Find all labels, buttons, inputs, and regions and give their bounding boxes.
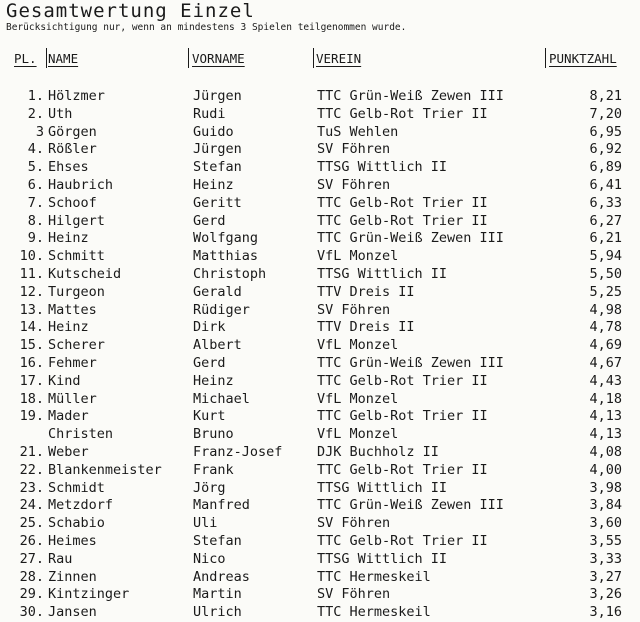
club-cell: SV Föhren [317, 141, 391, 158]
name-cell: Ehses [48, 159, 89, 176]
points-cell: 4,18 [589, 390, 622, 407]
name-cell: Hölzmer [48, 88, 105, 104]
table-row [0, 88, 640, 106]
first-name-cell: Martin [193, 586, 242, 603]
rank-cell: 23. [19, 479, 44, 496]
header-pl: PL. [14, 51, 37, 66]
first-name-cell: Gerald [193, 283, 242, 300]
name-cell: Scherer [48, 337, 105, 354]
rank-cell: 22. [19, 461, 44, 478]
table-row [0, 159, 640, 177]
points-cell: 4,13 [589, 426, 622, 443]
rank-cell: 4. [27, 141, 44, 158]
points-cell: 3,55 [589, 532, 622, 549]
points-cell: 3,33 [589, 550, 622, 567]
points-cell: 4,67 [589, 354, 622, 371]
club-cell: SV Föhren [317, 586, 391, 603]
header-separator [46, 48, 47, 68]
rank-cell: 27. [19, 550, 44, 567]
first-name-cell: Bruno [193, 426, 234, 443]
club-cell: TTC Gelb-Rot Trier II [317, 212, 488, 229]
points-cell: 6,92 [589, 141, 622, 158]
points-cell: 4,08 [589, 443, 622, 460]
club-cell: TTC Hermeskeil [317, 568, 431, 585]
table-row [0, 248, 640, 266]
rank-cell: 17. [19, 372, 44, 389]
rank-cell: 16. [19, 354, 44, 371]
table-row [0, 586, 640, 604]
name-cell: Turgeon [48, 283, 105, 300]
club-cell: TTC Hermeskeil [317, 604, 431, 621]
club-cell: TTC Grün-Weiß Zewen III [317, 230, 504, 247]
name-cell: Schmidt [48, 479, 105, 496]
first-name-cell: Guido [193, 123, 234, 140]
first-name-cell: Stefan [193, 159, 242, 176]
points-cell: 4,78 [589, 319, 622, 336]
points-cell: 6,89 [589, 159, 622, 176]
club-cell: TTC Grün-Weiß Zewen III [317, 88, 504, 104]
rank-cell: 28. [19, 568, 44, 585]
points-cell: 4,43 [589, 372, 622, 389]
first-name-cell: Jürgen [193, 88, 242, 104]
first-name-cell: Rüdiger [193, 301, 250, 318]
rank-cell: 3 [35, 123, 44, 140]
name-cell: Jansen [48, 604, 97, 621]
club-cell: SV Föhren [317, 176, 391, 193]
club-cell: SV Föhren [317, 301, 391, 318]
first-name-cell: Christoph [193, 265, 267, 282]
table-row [0, 124, 640, 142]
name-cell: Heinz [48, 230, 89, 247]
name-cell: Müller [48, 390, 97, 407]
club-cell: TTC Grün-Weiß Zewen III [317, 354, 504, 371]
first-name-cell: Michael [193, 390, 250, 407]
name-cell: Hilgert [48, 212, 105, 229]
club-cell: TTC Grün-Weiß Zewen III [317, 497, 504, 514]
name-cell: Mader [48, 408, 89, 425]
points-cell: 3,84 [589, 497, 622, 514]
table-row [0, 515, 640, 533]
name-cell: Kutscheid [48, 265, 122, 282]
club-cell: DJK Buchholz II [317, 443, 439, 460]
club-cell: TTC Gelb-Rot Trier II [317, 372, 488, 389]
header-separator [188, 48, 189, 68]
points-cell: 6,33 [589, 194, 622, 211]
rank-cell: 5. [27, 159, 44, 176]
ranking-table [0, 88, 640, 622]
header-separator [313, 48, 314, 68]
page-subtitle: Berücksichtigung nur, wenn an mindestens 3 Spielen teilgenommen wurde. [6, 22, 407, 33]
rank-cell: 6. [27, 176, 44, 193]
rank-cell: 9. [27, 230, 44, 247]
points-cell: 8,21 [589, 88, 622, 104]
table-row [0, 177, 640, 195]
first-name-cell: Andreas [193, 568, 250, 585]
name-cell: Blankenmeister [48, 461, 162, 478]
table-row [0, 462, 640, 480]
club-cell: VfL Monzel [317, 390, 399, 407]
table-row [0, 106, 640, 124]
name-cell: Uth [48, 105, 73, 122]
club-cell: SV Föhren [317, 515, 391, 532]
table-row [0, 426, 640, 444]
first-name-cell: Gerd [193, 354, 226, 371]
name-cell: Schabio [48, 515, 105, 532]
points-cell: 6,95 [589, 123, 622, 140]
name-cell: Kintzinger [48, 586, 130, 603]
first-name-cell: Matthias [193, 248, 259, 265]
rank-cell: 15. [19, 337, 44, 354]
points-cell: 5,50 [589, 265, 622, 282]
points-cell: 6,27 [589, 212, 622, 229]
points-cell: 6,41 [589, 176, 622, 193]
table-row [0, 355, 640, 373]
name-cell: Görgen [48, 123, 97, 140]
club-cell: TTC Gelb-Rot Trier II [317, 105, 488, 122]
rank-cell: 11. [19, 265, 44, 282]
rank-cell: 14. [19, 319, 44, 336]
points-cell: 3,26 [589, 586, 622, 603]
table-row [0, 569, 640, 587]
table-row [0, 480, 640, 498]
table-row [0, 319, 640, 337]
header-punktzahl: PUNKTZAHL [549, 51, 617, 66]
points-cell: 3,27 [589, 568, 622, 585]
rank-cell: 24. [19, 497, 44, 514]
first-name-cell: Franz-Josef [193, 443, 283, 460]
club-cell: VfL Monzel [317, 248, 399, 265]
first-name-cell: Albert [193, 337, 242, 354]
first-name-cell: Heinz [193, 176, 234, 193]
club-cell: TTSG Wittlich II [317, 159, 448, 176]
club-cell: TTSG Wittlich II [317, 550, 448, 567]
first-name-cell: Jürgen [193, 141, 242, 158]
header-verein: VEREIN [316, 51, 362, 66]
rank-cell: 19. [19, 408, 44, 425]
first-name-cell: Kurt [193, 408, 226, 425]
name-cell: Zinnen [48, 568, 97, 585]
table-row [0, 444, 640, 462]
points-cell: 4,13 [589, 408, 622, 425]
name-cell: Christen [48, 426, 114, 443]
points-cell: 6,21 [589, 230, 622, 247]
first-name-cell: Wolfgang [193, 230, 259, 247]
table-row [0, 373, 640, 391]
first-name-cell: Nico [193, 550, 226, 567]
first-name-cell: Ulrich [193, 604, 242, 621]
club-cell: TTC Gelb-Rot Trier II [317, 532, 488, 549]
rank-cell: 13. [19, 301, 44, 318]
header-separator [545, 48, 546, 68]
rank-cell: 7. [27, 194, 44, 211]
name-cell: Schoof [48, 194, 97, 211]
table-row [0, 141, 640, 159]
points-cell: 4,00 [589, 461, 622, 478]
points-cell: 4,69 [589, 337, 622, 354]
first-name-cell: Manfred [193, 497, 250, 514]
header-vorname: VORNAME [192, 51, 245, 66]
points-cell: 3,60 [589, 515, 622, 532]
rank-cell: 21. [19, 443, 44, 460]
table-row [0, 230, 640, 248]
club-cell: VfL Monzel [317, 426, 399, 443]
club-cell: TTC Gelb-Rot Trier II [317, 461, 488, 478]
rank-cell: 10. [19, 248, 44, 265]
name-cell: Fehmer [48, 354, 97, 371]
first-name-cell: Gerd [193, 212, 226, 229]
rank-cell: 8. [27, 212, 44, 229]
club-cell: TTV Dreis II [317, 283, 415, 300]
points-cell: 7,20 [589, 105, 622, 122]
table-row [0, 213, 640, 231]
points-cell: 3,16 [589, 604, 622, 621]
name-cell: Kind [48, 372, 81, 389]
first-name-cell: Rudi [193, 105, 226, 122]
first-name-cell: Geritt [193, 194, 242, 211]
header-name: NAME [48, 51, 79, 66]
points-cell: 5,94 [589, 248, 622, 265]
page-title: Gesamtwertung Einzel [6, 0, 255, 22]
points-cell: 5,25 [589, 283, 622, 300]
table-row [0, 533, 640, 551]
table-row [0, 604, 640, 622]
rank-cell: 25. [19, 515, 44, 532]
club-cell: TuS Wehlen [317, 123, 399, 140]
rank-cell: 2. [27, 105, 44, 122]
table-row [0, 195, 640, 213]
rank-cell: 12. [19, 283, 44, 300]
club-cell: TTSG Wittlich II [317, 265, 448, 282]
name-cell: Rößler [48, 141, 97, 158]
table-row [0, 302, 640, 320]
table-row [0, 266, 640, 284]
table-row [0, 497, 640, 515]
table-row [0, 391, 640, 409]
points-cell: 3,98 [589, 479, 622, 496]
first-name-cell: Stefan [193, 532, 242, 549]
name-cell: Heinz [48, 319, 89, 336]
table-row [0, 284, 640, 302]
club-cell: TTV Dreis II [317, 319, 415, 336]
first-name-cell: Frank [193, 461, 234, 478]
first-name-cell: Jörg [193, 479, 226, 496]
name-cell: Rau [48, 550, 73, 567]
rank-cell: 29. [19, 586, 44, 603]
table-row [0, 408, 640, 426]
club-cell: TTSG Wittlich II [317, 479, 448, 496]
first-name-cell: Uli [193, 515, 218, 532]
name-cell: Heimes [48, 532, 97, 549]
club-cell: TTC Gelb-Rot Trier II [317, 194, 488, 211]
points-cell: 4,98 [589, 301, 622, 318]
rank-cell: 1. [27, 88, 44, 104]
table-row [0, 551, 640, 569]
first-name-cell: Heinz [193, 372, 234, 389]
name-cell: Mattes [48, 301, 97, 318]
name-cell: Schmitt [48, 248, 105, 265]
table-row [0, 337, 640, 355]
club-cell: TTC Gelb-Rot Trier II [317, 408, 488, 425]
name-cell: Haubrich [48, 176, 114, 193]
rank-cell: 30. [19, 604, 44, 621]
name-cell: Weber [48, 443, 89, 460]
rank-cell: 26. [19, 532, 44, 549]
name-cell: Metzdorf [48, 497, 114, 514]
first-name-cell: Dirk [193, 319, 226, 336]
rank-cell: 18. [19, 390, 44, 407]
club-cell: VfL Monzel [317, 337, 399, 354]
